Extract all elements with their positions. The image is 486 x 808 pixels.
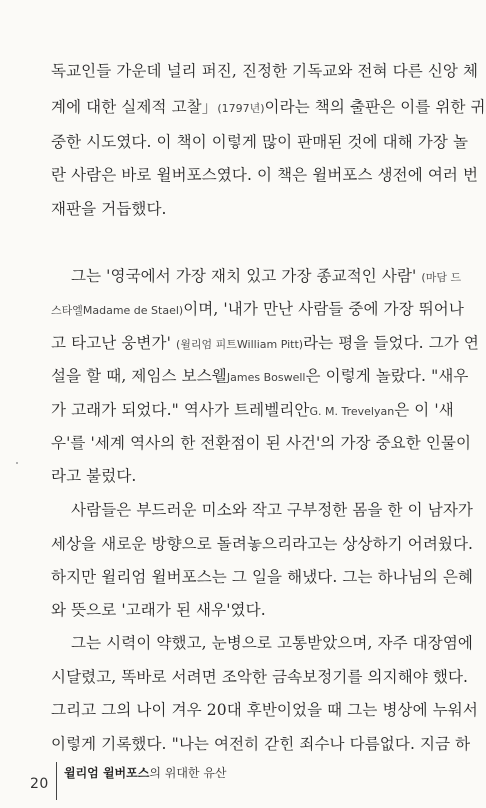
text-line [51, 332, 479, 356]
text-span: 설을 할 때, 제임스 보스웰 [51, 367, 227, 385]
text-line [51, 599, 427, 621]
text-line [51, 298, 464, 322]
running-title-bold: 윌리엄 윌버포스 [64, 766, 150, 780]
text-span: 란 사람은 바로 윌버포스였다. 이 책은 윌버포스 생전에 여러 번 [51, 166, 479, 184]
text-span: 이렇게 기록했다. "나는 여전히 갇힌 죄수나 다름없다. 지금 하 [51, 735, 471, 753]
text-line [71, 265, 462, 289]
text-line [51, 365, 469, 389]
text-span: 이며, '내가 만난 사람들 중에 가장 뛰어나 [183, 300, 464, 318]
source-note: (마담 드 [421, 271, 462, 284]
text-line [51, 164, 479, 186]
text-span: 가 고래가 되었다." 역사가 트레벨리안 [51, 401, 310, 419]
text-line [51, 533, 474, 555]
running-title-rest: 의 위대한 유산 [149, 766, 227, 780]
text-span: 은 이렇게 놀랐다. "새우 [305, 367, 469, 385]
text-span: 와 뜻으로 '고래가 된 새우'였다. [51, 601, 266, 619]
text-line [51, 432, 472, 454]
text-span: 이라는 책의 출판은 이를 위한 귀 [264, 98, 486, 116]
text-line [71, 632, 473, 654]
text-span: 세상을 새로운 방향으로 돌려놓으리라고는 상상하기 어려웠다. [51, 535, 474, 553]
text-line [51, 699, 478, 721]
text-span: 라는 평을 들었다. 그가 연 [303, 334, 479, 352]
print-speck [16, 462, 18, 464]
page-number: 20 [30, 776, 49, 792]
text-span: 그는 시력이 약했고, 눈병으로 고통받았으며, 자주 대장염에 [71, 634, 473, 652]
text-line [51, 96, 486, 120]
text-line [51, 198, 427, 220]
year-note: (1797년) [217, 102, 265, 115]
text-line [51, 131, 469, 153]
source-note: (윌리엄 피트William Pitt) [175, 338, 304, 351]
text-span: 그는 '영국에서 가장 재치 있고 가장 종교적인 사람' [71, 267, 417, 285]
text-span: 시달렸고, 똑바로 서려면 조악한 금속보정기를 의지해야 했다. [51, 668, 469, 686]
text-line [51, 465, 427, 487]
footer-divider [56, 762, 57, 800]
text-line [51, 566, 474, 588]
text-line [51, 666, 469, 688]
text-line [51, 399, 454, 423]
text-line [51, 733, 471, 755]
name-note: G. M. Trevelyan [309, 405, 395, 418]
text-span: 라고 불렀다. [51, 467, 137, 485]
text-line [71, 499, 473, 521]
text-span: 독교인들 가운데 널리 퍼진, 진정한 기독교와 전혀 다른 신앙 체 [51, 62, 479, 80]
text-span: 우'를 '세계 역사의 한 전환점이 된 사건'의 가장 중요한 인물이 [51, 434, 472, 452]
text-span: 그리고 그의 나이 겨우 20대 후반이었을 때 그는 병상에 누워서 [51, 701, 478, 719]
text-span: 사람들은 부드러운 미소와 작고 구부정한 몸을 한 이 남자가 [71, 501, 473, 519]
text-span: 하지만 윌리엄 윌버포스는 그 일을 해냈다. 그는 하나님의 은혜 [51, 568, 474, 586]
running-title [64, 764, 227, 781]
text-span: 계에 대한 실제적 고찰」 [51, 98, 218, 116]
text-span: 중한 시도였다. 이 책이 이렇게 많이 판매된 것에 대해 가장 놀 [51, 133, 469, 151]
text-span: 고 타고난 웅변가' [51, 334, 171, 352]
text-line [51, 60, 479, 82]
name-note: James Boswell [226, 371, 306, 384]
text-span: 은 이 '새 [394, 401, 454, 419]
text-span: 재판을 거듭했다. [51, 200, 167, 218]
source-note: 스타엘Madame de Stael) [51, 304, 184, 317]
